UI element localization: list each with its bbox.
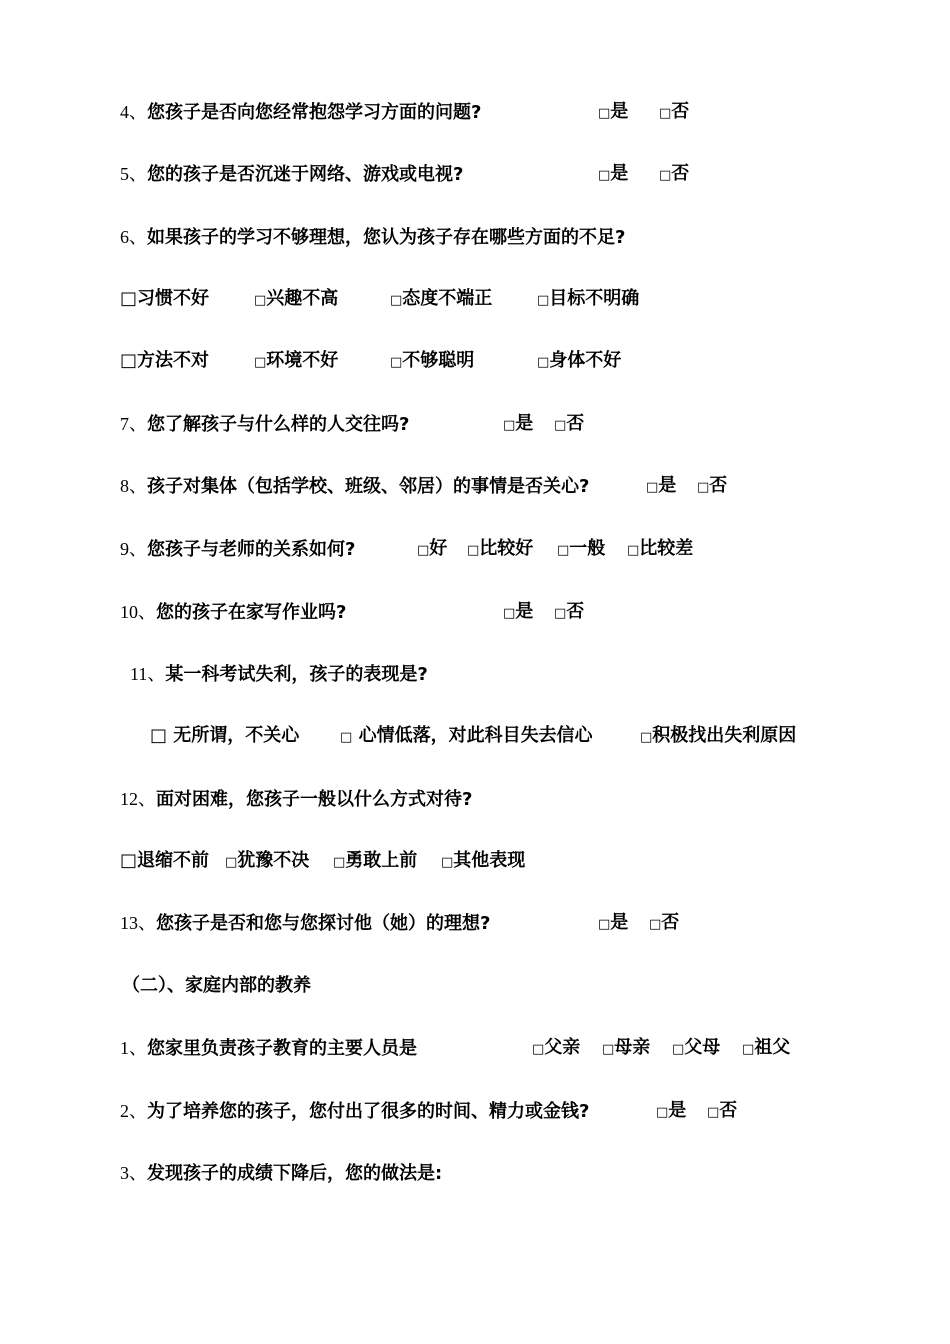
question-4: 4、您孩子是否向您经常抱怨学习方面的问题? [120,102,482,123]
q11-option-discouraged[interactable]: □ 心情低落，对此科目失去信心 [340,725,593,746]
q4-option-yes[interactable]: □是 [598,101,629,122]
checkbox-icon[interactable]: □ [598,106,611,121]
checkbox-icon[interactable]: □ [659,106,672,121]
s2q1-option-mother[interactable]: □母亲 [602,1037,651,1058]
q6-option-habit[interactable]: □习惯不好 [120,288,210,309]
q6-option-goal[interactable]: □目标不明确 [537,288,640,309]
q4-option-no[interactable]: □否 [659,101,690,122]
question-11: 11、某一科考试失利，孩子的表现是? [130,664,428,685]
checkbox-icon[interactable]: □ [659,168,672,183]
q13-option-yes[interactable]: □是 [598,912,629,933]
checkbox-icon[interactable]: □ [503,606,516,621]
checkbox-icon[interactable]: □ [598,168,611,183]
q6-option-smart[interactable]: □不够聪明 [390,350,475,371]
checkbox-icon[interactable]: □ [537,293,550,308]
q10-option-yes[interactable]: □是 [503,601,534,622]
checkbox-icon[interactable]: □ [537,355,550,370]
checkbox-icon[interactable]: □ [707,1105,720,1120]
s2q1-option-father[interactable]: □父亲 [532,1037,581,1058]
question-9: 9、您孩子与老师的关系如何? [120,539,356,560]
q8-option-no[interactable]: □否 [697,475,728,496]
q9-option-good[interactable]: □好 [417,538,448,559]
q12-option-brave[interactable]: □勇敢上前 [333,850,418,871]
question-12: 12、面对困难，您孩子一般以什么方式对待? [120,789,473,810]
section-2-question-3: 3、发现孩子的成绩下降后，您的做法是: [120,1163,443,1184]
checkbox-icon[interactable]: □ [467,543,480,558]
q13-option-no[interactable]: □否 [649,912,680,933]
q9-option-fairly-poor[interactable]: □比较差 [627,538,694,559]
q6-option-environment[interactable]: □环境不好 [254,350,339,371]
checkbox-icon[interactable]: □ [225,855,238,870]
question-5: 5、您的孩子是否沉迷于网络、游戏或电视? [120,164,464,185]
q12-option-other[interactable]: □其他表现 [441,850,526,871]
q12-option-hesitate[interactable]: □犹豫不决 [225,850,310,871]
q6-option-interest[interactable]: □兴趣不高 [254,288,339,309]
checkbox-icon[interactable]: □ [441,855,454,870]
checkbox-icon[interactable]: □ [333,855,346,870]
checkbox-icon[interactable]: □ [697,480,710,495]
q12-option-retreat[interactable]: □退缩不前 [120,850,210,871]
q7-option-yes[interactable]: □是 [503,413,534,434]
checkbox-icon[interactable]: □ [254,355,267,370]
q6-option-method[interactable]: □方法不对 [120,350,210,371]
checkbox-icon[interactable]: □ [390,355,403,370]
checkbox-icon[interactable]: □ [554,418,567,433]
s2q1-option-parents[interactable]: □父母 [672,1037,721,1058]
checkbox-icon[interactable]: □ [554,606,567,621]
checkbox-icon[interactable]: □ [742,1042,755,1057]
checkbox-icon[interactable]: □ [150,725,168,746]
checkbox-icon[interactable]: □ [340,730,353,745]
q11-option-indifferent[interactable]: □ 无所谓，不关心 [150,725,300,746]
checkbox-icon[interactable]: □ [120,288,138,309]
checkbox-icon[interactable]: □ [602,1042,615,1057]
s2q1-option-grandfather[interactable]: □祖父 [742,1037,791,1058]
q5-option-yes[interactable]: □是 [598,163,629,184]
checkbox-icon[interactable]: □ [646,480,659,495]
checkbox-icon[interactable]: □ [656,1105,669,1120]
q10-option-no[interactable]: □否 [554,601,585,622]
s2q2-option-yes[interactable]: □是 [656,1100,687,1121]
q9-option-fairly-good[interactable]: □比较好 [467,538,534,559]
question-8: 8、孩子对集体（包括学校、班级、邻居）的事情是否关心? [120,476,590,497]
checkbox-icon[interactable]: □ [503,418,516,433]
checkbox-icon[interactable]: □ [649,917,662,932]
question-6: 6、如果孩子的学习不够理想，您认为孩子存在哪些方面的不足? [120,227,626,248]
checkbox-icon[interactable]: □ [120,350,138,371]
checkbox-icon[interactable]: □ [672,1042,685,1057]
q8-option-yes[interactable]: □是 [646,475,677,496]
q11-option-find-reasons[interactable]: □积极找出失利原因 [640,725,797,746]
q6-option-attitude[interactable]: □态度不端正 [390,288,493,309]
section-2-question-2: 2、为了培养您的孩子，您付出了很多的时间、精力或金钱? [120,1101,590,1122]
q7-option-no[interactable]: □否 [554,413,585,434]
question-13: 13、您孩子是否和您与您探讨他（她）的理想? [120,913,491,934]
checkbox-icon[interactable]: □ [254,293,267,308]
q5-option-no[interactable]: □否 [659,163,690,184]
question-7: 7、您了解孩子与什么样的人交往吗? [120,414,410,435]
checkbox-icon[interactable]: □ [390,293,403,308]
section-2-question-1: 1、您家里负责孩子教育的主要人员是 [120,1038,417,1059]
checkbox-icon[interactable]: □ [627,543,640,558]
q6-option-health[interactable]: □身体不好 [537,350,622,371]
checkbox-icon[interactable]: □ [417,543,430,558]
q9-option-average[interactable]: □一般 [557,538,606,559]
section-2-title: （二）、家庭内部的教养 [122,975,311,996]
checkbox-icon[interactable]: □ [640,730,653,745]
checkbox-icon[interactable]: □ [532,1042,545,1057]
checkbox-icon[interactable]: □ [598,917,611,932]
question-10: 10、您的孩子在家写作业吗? [120,602,347,623]
s2q2-option-no[interactable]: □否 [707,1100,738,1121]
checkbox-icon[interactable]: □ [120,850,138,871]
checkbox-icon[interactable]: □ [557,543,570,558]
